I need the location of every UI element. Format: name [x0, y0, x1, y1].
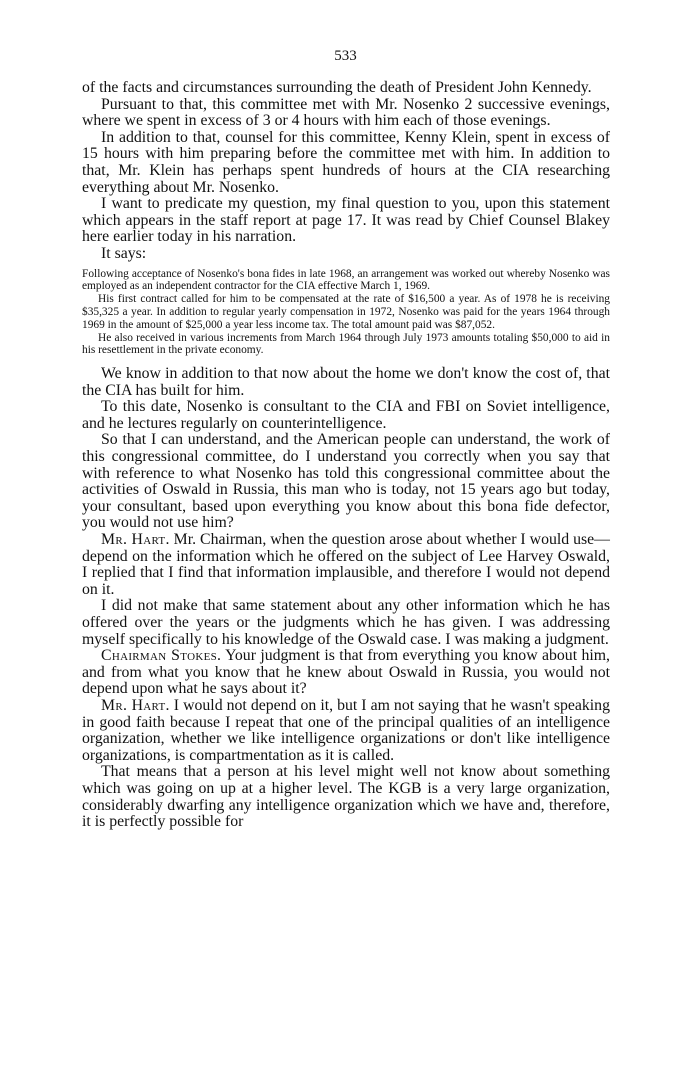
paragraph: [82, 532, 610, 598]
quote-paragraph: His first contract called for him to be compensated at the rate of $16,500 a year. As of 1978 he is receiving $35,325 a year. In addition to regular yearly compensation in 1972, Nosenko was paid for the years 1964 through 1969 in the amount of $25,000 a year less income tax. The total amount paid was $87,052.: [82, 293, 610, 331]
speech-text: I would not depend on it, but I am not saying that he wasn't speaking in good faith because I repeat that one of the principal qualities of an intelligence organization, whether we like intelligence organizations or don't like intelligence organizations, is compartmentation as it is called.: [82, 696, 610, 764]
speaker-label: Mr. Hart.: [101, 696, 170, 714]
paragraph: That means that a person at his level might well not know about something which was going on up at a higher level. The KGB is a very large organization, considerably dwarfing any intelligence organization which we have and, therefore, it is perfectly possible for: [82, 763, 610, 831]
quote-paragraph: Following acceptance of Nosenko's bona fides in late 1968, an arrangement was worked out whereby Nosenko was employed as an independent contractor for the CIA effective March 1, 1969.: [82, 267, 610, 293]
paragraph: I want to predicate my question, my final question to you, upon this statement which appears in the staff report at page 17. It was read by Chief Counsel Blakey here earlier today in his narration.: [82, 195, 610, 246]
paragraph: [82, 648, 610, 698]
paragraph: To this date, Nosenko is consultant to the CIA and FBI on Soviet intelligence, and he lectures regularly on counterintelligence.: [82, 398, 610, 432]
page-number: 533: [334, 48, 357, 64]
paragraph: So that I can understand, and the American people can understand, the work of this congressional committee, do I understand you correctly when you say that with reference to what Nosenko has told this congressional committee about the activities of Oswald in Russia, this man who is today, not 15 years ago but today, your consultant, based upon everything you know about this bona fide defector, you would not use him?: [82, 431, 610, 532]
body-text: [82, 80, 610, 831]
paragraph: In addition to that, counsel for this committee, Kenny Klein, spent in excess of 15 hours with him preparing before the committee met with him. In addition to that, Mr. Klein has perhaps spent hundreds of hours at the CIA researching everything about Mr. Nosenko.: [82, 128, 610, 196]
paragraph: of the facts and circumstances surrounding the death of President John Kennedy.: [82, 79, 592, 96]
paragraph: It says:: [101, 244, 147, 262]
paragraph: I did not make that same statement about any other information which he has offered over the years or the judgments which he has given. I was addressing myself specifically to his knowledge of the Oswald case. I was making a judgment.: [82, 597, 610, 648]
quote-paragraph: He also received in various increments from March 1964 through July 1973 amounts totaling $50,000 to aid in his resettlement in the private economy.: [82, 331, 610, 357]
paragraph: Pursuant to that, this committee met with Mr. Nosenko 2 successive evenings, where we spent in excess of 3 or 4 hours with him each of those evenings.: [82, 95, 610, 130]
block-quote: [82, 268, 610, 358]
speaker-label: Chairman Stokes.: [101, 647, 222, 665]
speaker-label: Mr. Hart.: [101, 531, 170, 549]
paragraph: [82, 698, 610, 764]
speech-text: Your judgment is that from everything you know about him, and from what you know that he knew about Oswald in Russia, you would not depend upon what he says about it?: [82, 647, 610, 698]
paragraph: We know in addition to that now about the home we don't know the cost of, that the CIA has built for him.: [82, 365, 610, 399]
speech-text: Mr. Chairman, when the question arose about whether I would use—depend on the information which he offered on the subject of Lee Harvey Oswald, I replied that I find that information implausible, and therefore I would not depend on it.: [82, 531, 610, 598]
